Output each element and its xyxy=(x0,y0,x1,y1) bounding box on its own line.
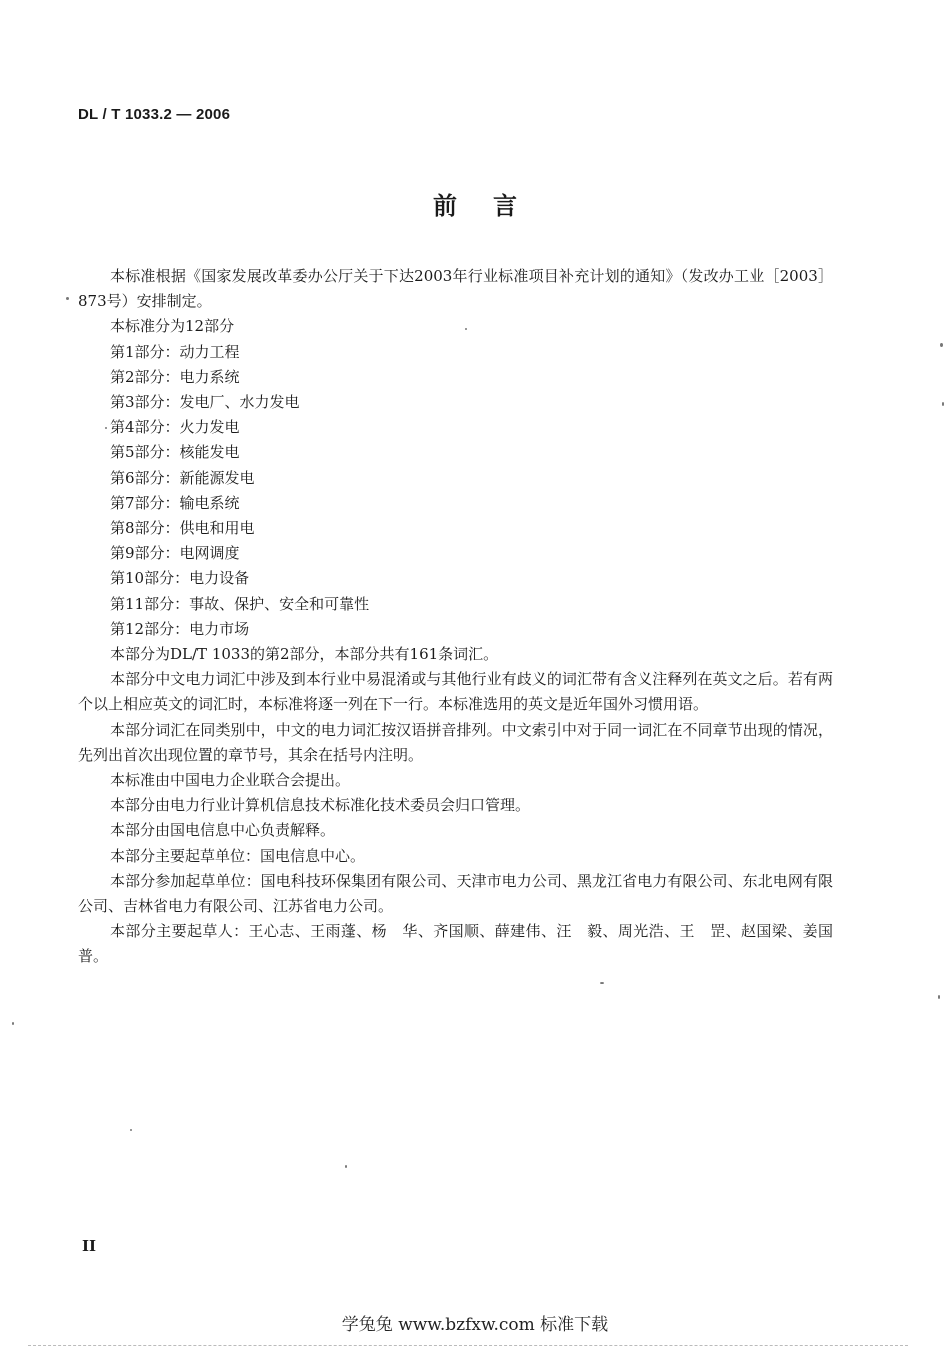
scan-edge-line xyxy=(28,1345,908,1347)
part-list-item: 第1部分：动力工程 xyxy=(110,342,240,361)
page-number: II xyxy=(82,1237,97,1255)
part-list-item: 第9部分：电网调度 xyxy=(110,544,240,563)
scan-speck xyxy=(600,982,604,984)
paragraph-part-scope: 本部分为DL/T 1033的第2部分，本部分共有161条词汇。 xyxy=(110,645,499,664)
scan-speck xyxy=(465,328,467,330)
part-list-item: 第2部分：电力系统 xyxy=(110,367,240,386)
scan-speck xyxy=(942,402,944,406)
scan-speck xyxy=(345,1165,347,1168)
scan-speck xyxy=(66,297,69,300)
page-title: 前言 xyxy=(433,192,553,220)
paragraph-participating-units: 本部分参加起草单位：国电科技环保集团有限公司、天津市电力公司、黑龙江省电力有限公司、东北电网有限公司、吉林省电力有限公司、江苏省电力公司。 xyxy=(78,871,833,916)
paragraph-main-drafter-unit: 本部分主要起草单位：国电信息中心。 xyxy=(110,846,366,865)
paragraph-annotation-note: 本部分中文电力词汇中涉及到本行业中易混淆或与其他行业有歧义的词汇带有含义注释列在英文之后。若有两个以上相应英文的词汇时，本标准将逐一列在下一行。本标准选用的英文是近年国外习惯用语。 xyxy=(78,670,833,714)
paragraph-management: 本部分由电力行业计算机信息技术标准化技术委员会归口管理。 xyxy=(110,796,531,815)
part-list-item: 第7部分：输电系统 xyxy=(110,493,240,512)
part-list-item: 第3部分：发电厂、水力发电 xyxy=(110,393,300,412)
scan-speck xyxy=(105,427,107,429)
paragraph-drafters: 本部分主要起草人：王心志、王雨蓬、杨 华、齐国顺、薛建伟、汪 毅、周光浩、王 罡、赵国梁、姜国普。 xyxy=(78,922,833,966)
paragraph-interpretation: 本部分由国电信息中心负责解释。 xyxy=(110,821,336,840)
part-list-item: 第8部分：供电和用电 xyxy=(110,519,255,538)
part-list-item: 第11部分：事故、保护、安全和可靠性 xyxy=(110,594,370,613)
part-list-item: 第6部分：新能源发电 xyxy=(110,468,255,487)
paragraph-parts-intro: 本标准分为12部分 xyxy=(110,317,235,336)
part-list-item: 第5部分：核能发电 xyxy=(110,443,240,462)
part-list-item: 第10部分：电力设备 xyxy=(110,569,250,588)
paragraph-proposer: 本标准由中国电力企业联合会提出。 xyxy=(110,771,351,790)
part-list-item: 第4部分：火力发电 xyxy=(110,418,240,437)
standard-code-header: DL / T 1033.2 — 2006 xyxy=(78,106,231,123)
scan-speck xyxy=(938,995,940,999)
document-body xyxy=(78,264,833,970)
paragraph-basis: 本标准根据《国家发展改革委办公厅关于下达2003年行业标准项目补充计划的通知》（发改办工业［2003］873号）安排制定。 xyxy=(78,267,833,311)
scan-speck xyxy=(130,1129,132,1131)
part-list-item: 第12部分：电力市场 xyxy=(110,619,250,638)
paragraph-ordering-note: 本部分词汇在同类别中，中文的电力词汇按汉语拼音排列。中文索引中对于同一词汇在不同章节出现的情况，先列出首次出现位置的章节号，其余在括号内注明。 xyxy=(78,720,833,764)
watermark-text: 学兔兔 www.bzfxw.com 标准下载 xyxy=(341,1315,609,1335)
scan-speck xyxy=(940,343,943,347)
scan-speck xyxy=(12,1022,14,1025)
